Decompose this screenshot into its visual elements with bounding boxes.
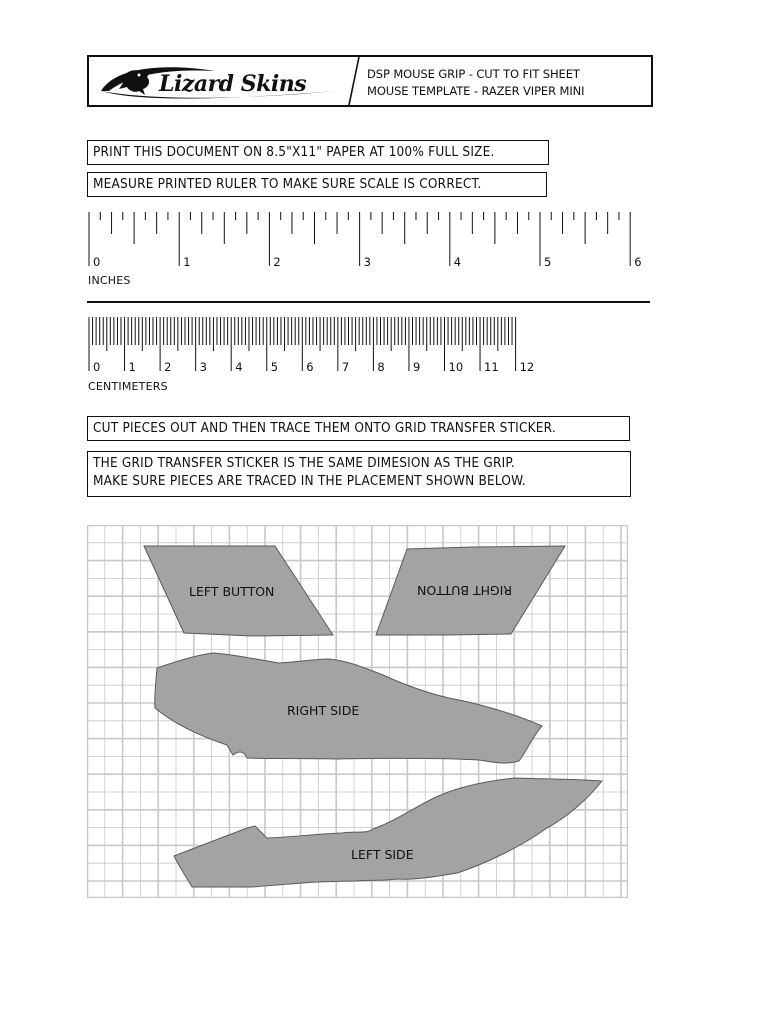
print-instruction: PRINT THIS DOCUMENT ON 8.5"X11" PAPER AT 100% FULL SIZE.	[87, 140, 549, 165]
left-side-label: LEFT SIDE	[351, 847, 414, 862]
inch-tick-label: 3	[363, 255, 371, 269]
centimeter-ruler	[0, 0, 768, 380]
grid-instruction-line-2: MAKE SURE PIECES ARE TRACED IN THE PLACEMENT SHOWN BELOW.	[93, 473, 526, 489]
inch-tick-label: 1	[183, 255, 191, 269]
cm-tick-label: 0	[93, 360, 101, 374]
cm-tick-label: 12	[519, 360, 535, 374]
right-button-label: RIGHT BUTTON	[417, 583, 513, 598]
grid-instruction	[87, 451, 631, 497]
cm-tick-label: 5	[270, 360, 279, 374]
cm-tick-label: 9	[412, 360, 421, 374]
cm-tick-label: 6	[306, 360, 314, 374]
cm-tick-label: 11	[484, 360, 499, 374]
grid-instruction-line-1: THE GRID TRANSFER STICKER IS THE SAME DIMESION AS THE GRIP.	[93, 455, 515, 471]
cm-tick-label: 7	[341, 360, 350, 374]
measure-instruction: MEASURE PRINTED RULER TO MAKE SURE SCALE IS CORRECT.	[87, 172, 547, 197]
centimeters-caption: CENTIMETERS	[88, 380, 168, 393]
header-line-2: MOUSE TEMPLATE - RAZER VIPER MINI	[367, 84, 585, 98]
right-side-label: RIGHT SIDE	[287, 703, 360, 718]
grid-template	[87, 525, 628, 898]
inch-tick-label: 2	[273, 255, 281, 269]
inches-caption: INCHES	[88, 274, 131, 287]
inch-tick-label: 5	[544, 255, 552, 269]
cm-tick-label: 1	[128, 360, 136, 374]
cm-tick-label: 10	[448, 360, 464, 374]
header-line-1: DSP MOUSE GRIP - CUT TO FIT SHEET	[367, 67, 580, 81]
cut-instruction: CUT PIECES OUT AND THEN TRACE THEM ONTO GRID TRANSFER STICKER.	[87, 416, 630, 441]
logo-wordmark: Lizard Skins	[159, 71, 307, 97]
left-button-label: LEFT BUTTON	[189, 584, 275, 599]
inch-tick-label: 6	[634, 255, 642, 269]
cm-tick-label: 4	[235, 360, 243, 374]
cm-tick-label: 3	[199, 360, 207, 374]
inch-tick-label: 4	[453, 255, 462, 269]
inch-tick-label: 0	[93, 255, 101, 269]
cm-tick-label: 2	[164, 360, 172, 374]
cm-tick-label: 8	[377, 360, 385, 374]
